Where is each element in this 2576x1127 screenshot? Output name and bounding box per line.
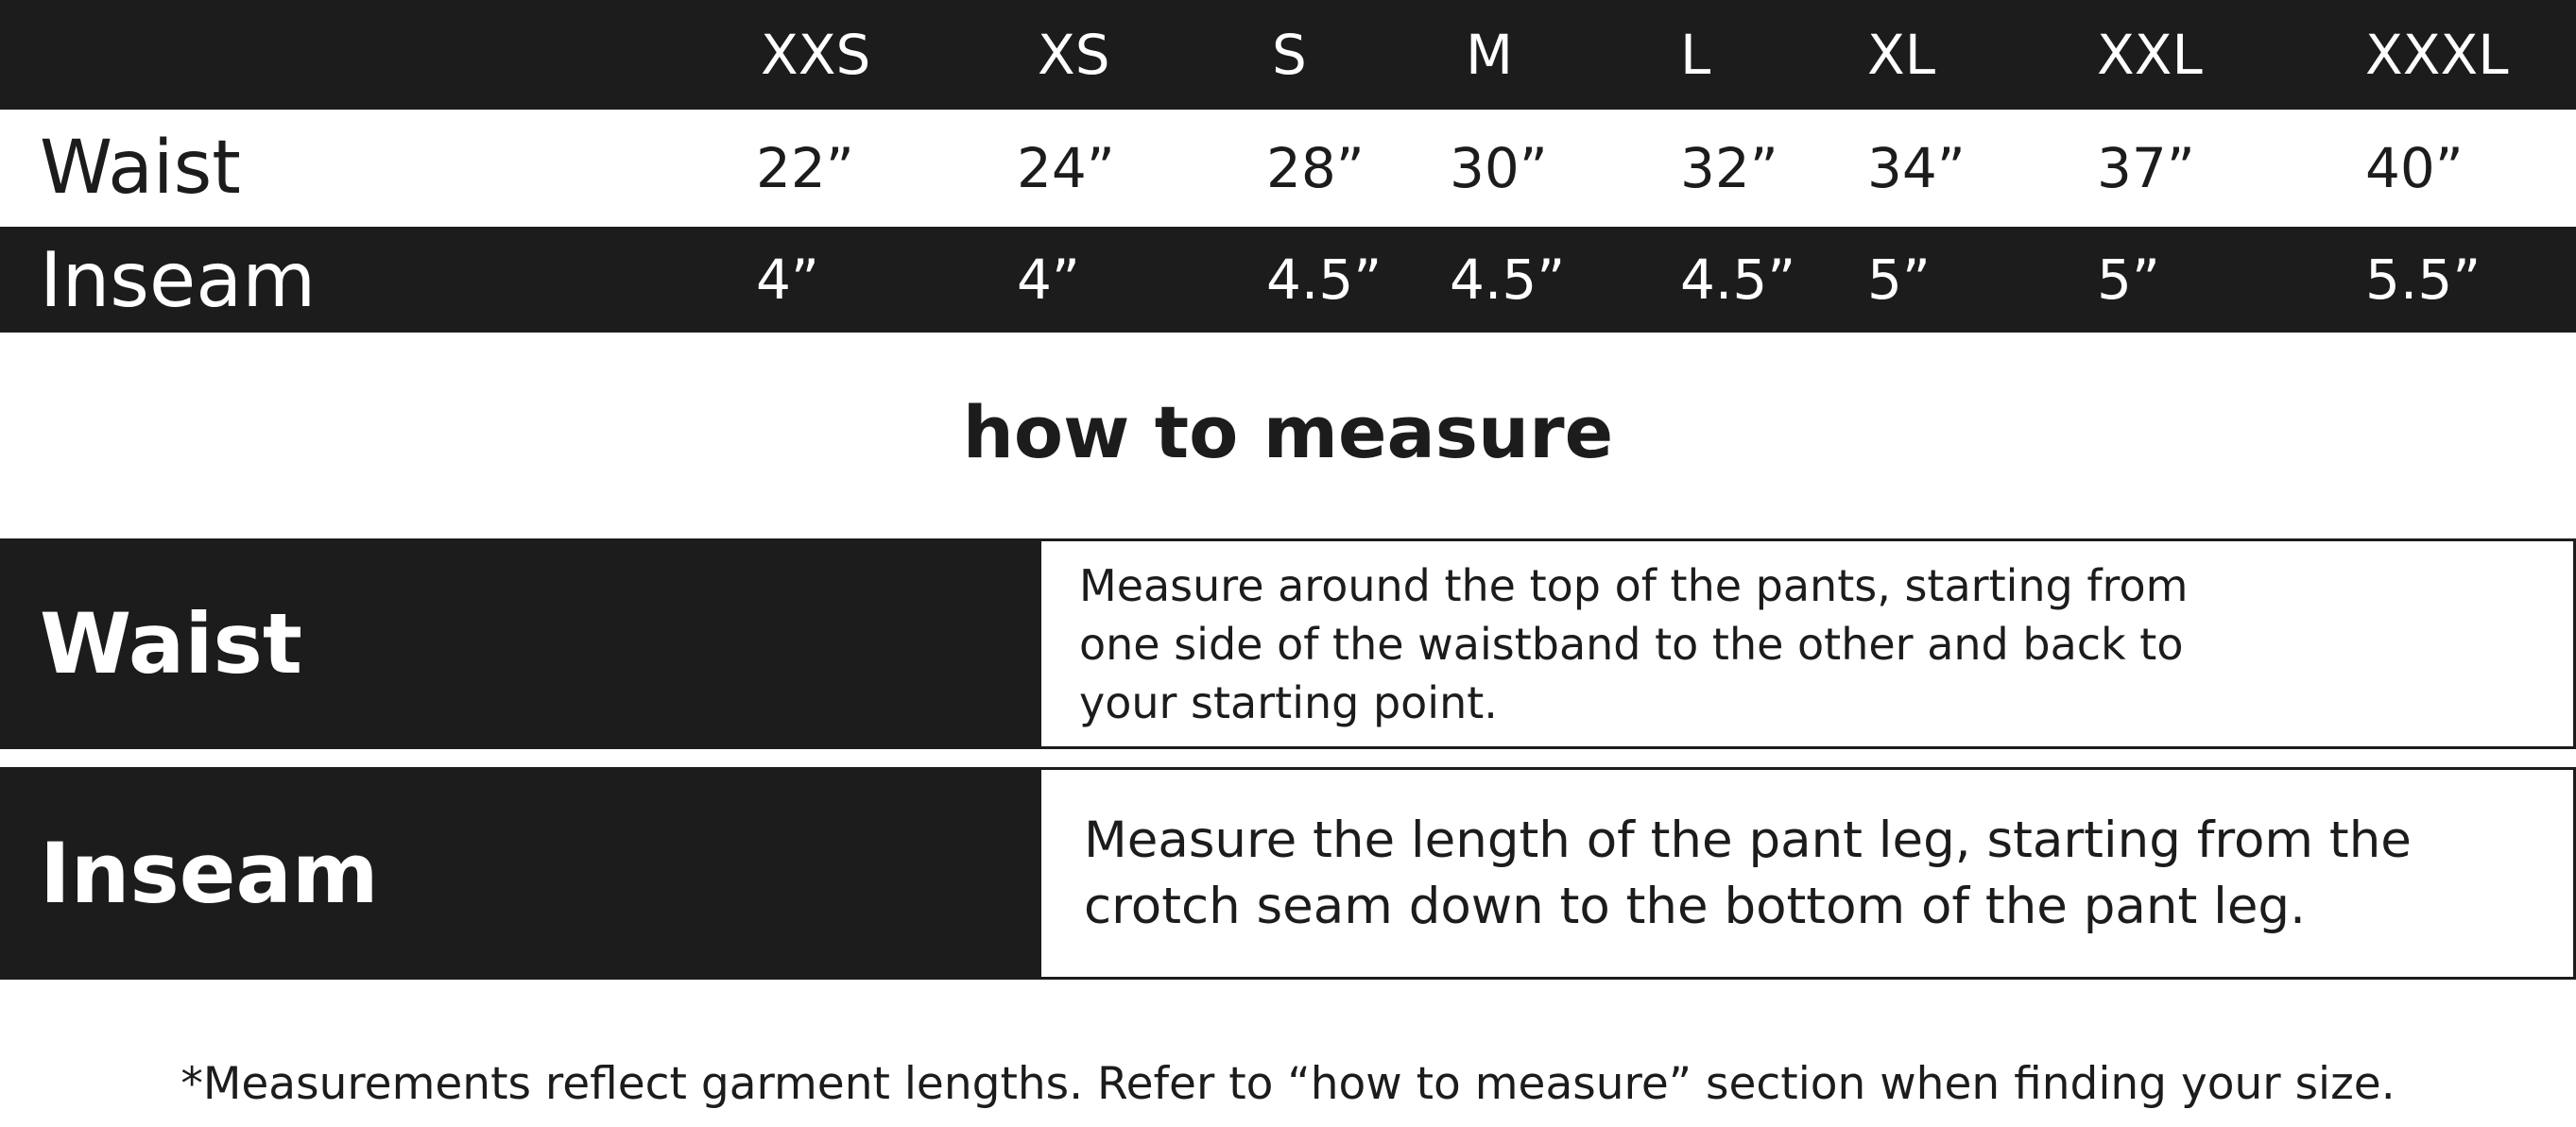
waist-value-xxs: 22” [756,136,854,200]
measure-waist-section [0,538,2576,749]
size-xxxl: XXXL [2365,23,2509,87]
measure-waist-label: Waist [0,538,1039,749]
size-xs: XS [1038,23,1110,87]
inseam-value-s: 4.5” [1266,248,1382,312]
waist-value-xxxl: 40” [2365,136,2464,200]
size-s: S [1272,23,1307,87]
inseam-row [0,227,2576,333]
waist-row [0,110,2576,227]
inseam-value-xxxl: 5.5” [2365,248,2482,312]
how-to-measure-title: how to measure [962,390,1614,474]
size-xxl: XXL [2097,23,2203,87]
waist-value-l: 32” [1680,136,1778,200]
inseam-value-m: 4.5” [1450,248,1566,312]
measure-waist-description: Measure around the top of the pants, starting from one side of the waistband to the other and back to your starting point. [1079,559,2189,728]
waist-value-xs: 24” [1017,136,1115,200]
inseam-value-xxs: 4” [756,248,819,312]
measure-inseam-label: Inseam [0,767,1039,980]
inseam-value-xl: 5” [1867,248,1931,312]
waist-value-s: 28” [1266,136,1365,200]
waist-value-xl: 34” [1867,136,1966,200]
measure-inseam-description-box [1039,767,2576,980]
measure-waist-description-box [1039,538,2576,749]
size-header-row [0,0,2576,110]
inseam-value-xxl: 5” [2097,248,2160,312]
size-xxs: XXS [761,23,871,87]
inseam-value-l: 4.5” [1680,248,1796,312]
measure-inseam-section [0,767,2576,980]
measure-inseam-description: Measure the length of the pant leg, starting from the crotch seam down to the bottom of the pant leg. [1084,811,2412,935]
waist-row-label: Waist [40,126,241,211]
size-l: L [1680,23,1711,87]
waist-value-xxl: 37” [2097,136,2195,200]
size-xl: XL [1867,23,1936,87]
footnote: *Measurements reflect garment lengths. Refer to “how to measure” section when finding your size. [180,1058,2396,1110]
inseam-row-label: Inseam [40,235,317,324]
size-m: M [1466,23,1514,87]
inseam-value-xs: 4” [1017,248,1080,312]
waist-value-m: 30” [1450,136,1548,200]
